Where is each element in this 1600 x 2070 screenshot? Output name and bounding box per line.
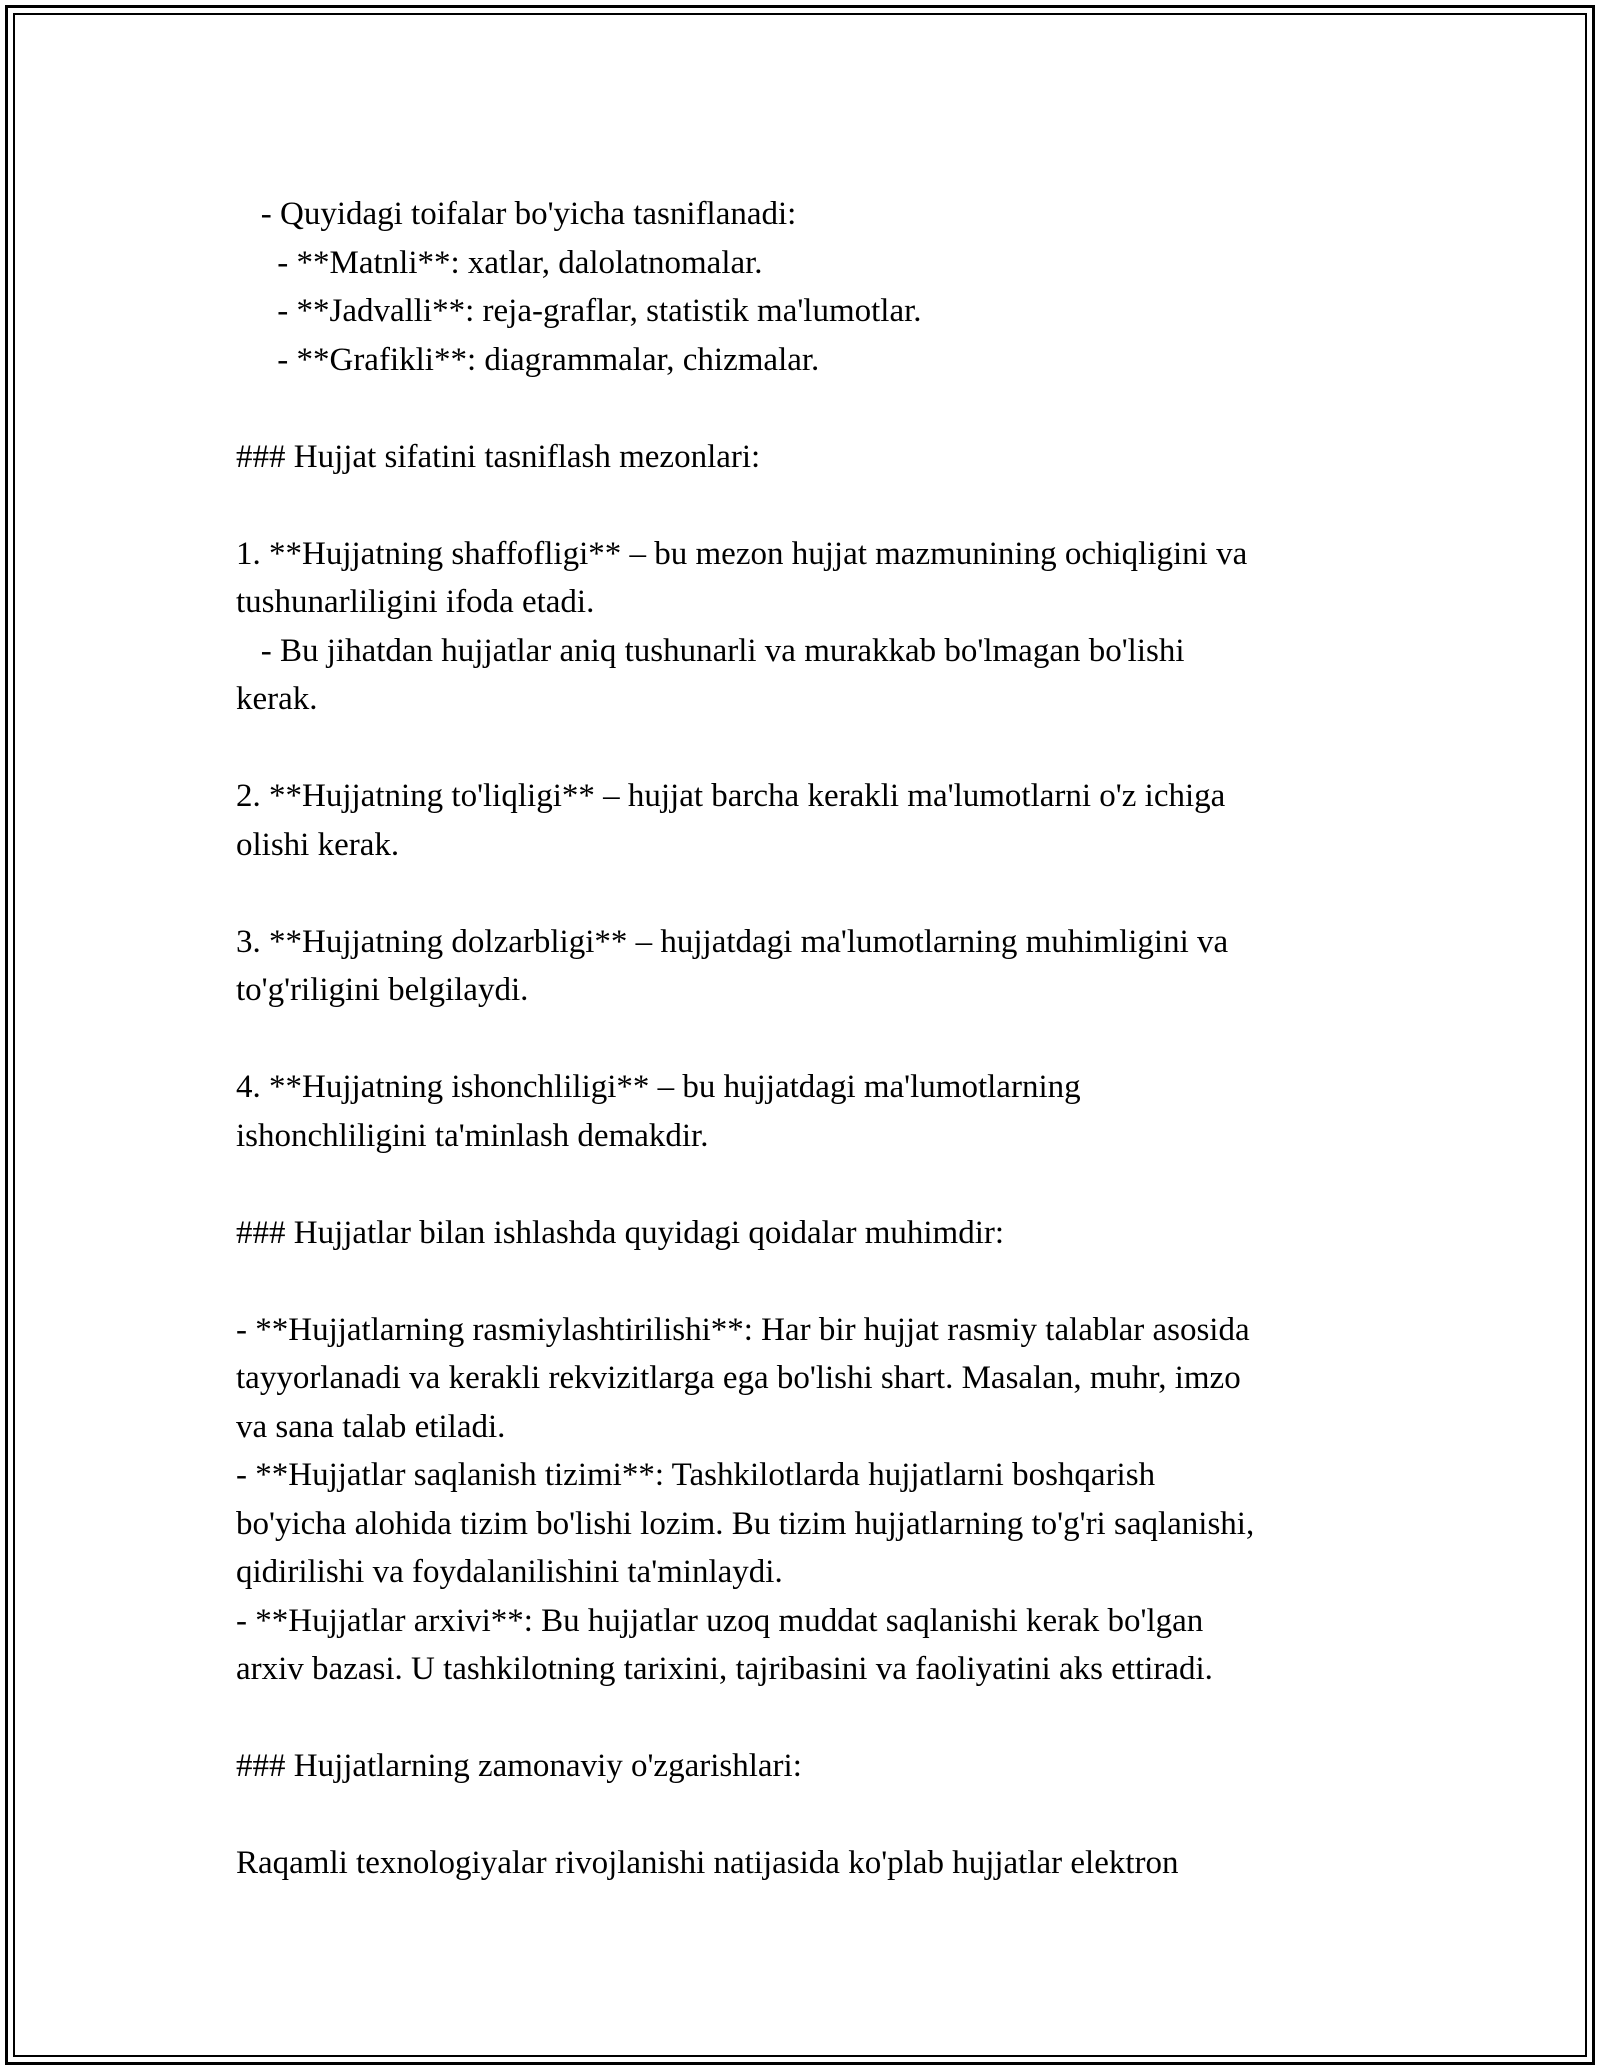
text-line: - **Jadvalli**: reja-graflar, statistik ma'lumotlar. xyxy=(236,293,922,329)
text-line: - **Hujjatlarning rasmiylashtirilishi**: Har bir hujjat rasmiy talablar asosida xyxy=(236,1311,1250,1348)
text-line: arxiv bazasi. U tashkilotning tarixini, tajribasini va faoliyatini aks ettiradi. xyxy=(236,1651,1213,1687)
text-line: - **Hujjatlar arxivi**: Bu hujjatlar uzoq muddat saqlanishi kerak bo'lgan xyxy=(236,1602,1204,1639)
text-line: qidirilishi va foydalanilishini ta'minlaydi. xyxy=(236,1554,783,1590)
text-line: bo'yicha alohida tizim bo'lishi lozim. Bu tizim hujjatlarning to'g'ri saqlanishi, xyxy=(236,1505,1255,1542)
section-heading: ### Hujjat sifatini tasniflash mezonlari: xyxy=(236,438,761,475)
text-line: 4. **Hujjatning ishonchliligi** – bu hujjatdagi ma'lumotlarning xyxy=(236,1069,1081,1105)
blank-line xyxy=(236,1015,1376,1064)
text-line: va sana talab etiladi. xyxy=(236,1408,506,1445)
text-line: - Bu jihatdan hujjatlar aniq tushunarli va murakkab bo'lmagan bo'lishi xyxy=(236,632,1185,669)
text-line: kerak. xyxy=(236,681,318,717)
text-line: to'g'riligini belgilaydi. xyxy=(236,972,529,1008)
blank-line xyxy=(236,869,1376,918)
text-line: olishi kerak. xyxy=(236,826,400,863)
text-line: - **Grafikli**: diagrammalar, chizmalar. xyxy=(236,341,820,378)
section-heading: ### Hujjatlarning zamonaviy o'zgarishlari: xyxy=(236,1748,802,1784)
text-line: - **Matnli**: xatlar, dalolatnomalar. xyxy=(236,244,763,281)
document-body xyxy=(236,190,1376,1888)
text-line: 1. **Hujjatning shaffofligi** – bu mezon hujjat mazmunining ochiqligini va xyxy=(236,535,1248,572)
text-line: - **Hujjatlar saqlanish tizimi**: Tashkilotlarda hujjatlarni boshqarish xyxy=(236,1457,1156,1493)
text-line: ishonchliligini ta'minlash demakdir. xyxy=(236,1117,709,1154)
blank-line xyxy=(236,1257,1376,1306)
text-line: tayyorlanadi va kerakli rekvizitlarga ega bo'lishi shart. Masalan, muhr, imzo xyxy=(236,1360,1241,1396)
text-line: tushunarliligini ifoda etadi. xyxy=(236,584,595,620)
text-line: 2. **Hujjatning to'liqligi** – hujjat barcha kerakli ma'lumotlarni o'z ichiga xyxy=(236,778,1226,814)
section-heading: ### Hujjatlar bilan ishlashda quyidagi qoidalar muhimdir: xyxy=(236,1214,1005,1251)
blank-line xyxy=(236,481,1376,530)
text-line: - Quyidagi toifalar bo'yicha tasniflanadi: xyxy=(236,196,797,232)
blank-line xyxy=(236,1791,1376,1840)
text-line: Raqamli texnologiyalar rivojlanishi natijasida ko'plab hujjatlar elektron xyxy=(236,1845,1179,1881)
blank-line xyxy=(236,724,1376,773)
blank-line xyxy=(236,384,1376,433)
blank-line xyxy=(236,1160,1376,1209)
blank-line xyxy=(236,1694,1376,1743)
text-line: 3. **Hujjatning dolzarbligi** – hujjatdagi ma'lumotlarning muhimligini va xyxy=(236,923,1229,960)
